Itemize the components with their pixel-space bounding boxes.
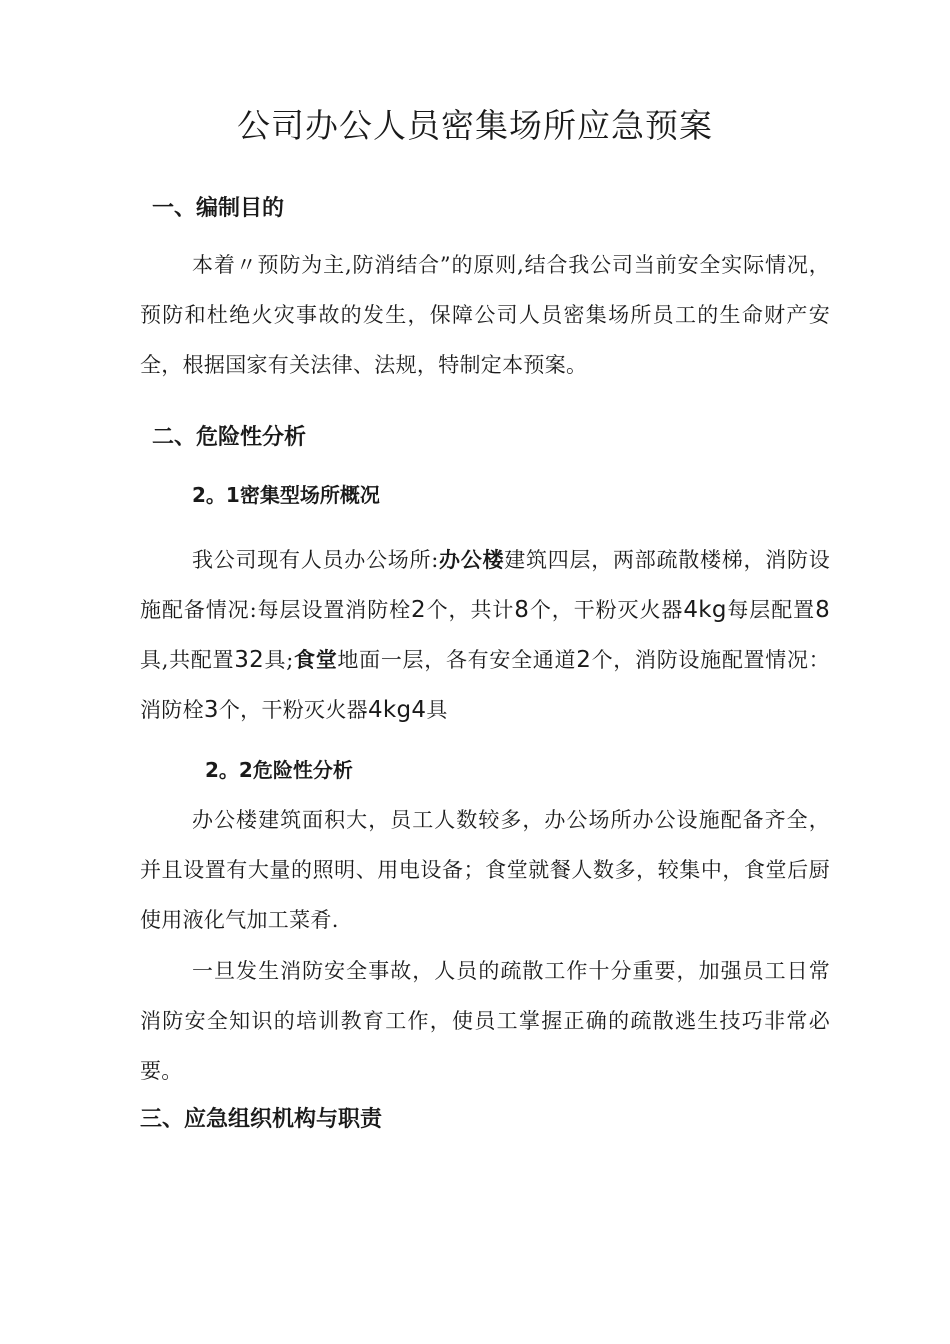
text-run: 建筑四层，两部疏散楼梯，消防设施配备情况:每层设置消防栓 [140, 548, 830, 622]
paragraph-risk-analysis-2: 一旦发生消防安全事故，人员的疏散工作十分重要，加强员工日常消防安全知识的培训教育工作，使员工掌握正确的疏散逃生技巧非常必要。 [140, 959, 830, 1083]
text-run: 个，消防设施配置情况：消防栓 [140, 648, 830, 722]
bold-canteen: 食堂 [293, 648, 338, 672]
section-heading-purpose: 一、编制目的 [152, 196, 285, 221]
number-hydrants-total: 8 [514, 597, 530, 623]
number-extinguishers-total: 32 [234, 647, 265, 673]
paragraph-risk-analysis-1: 办公楼建筑面积大，员工人数较多，办公场所办公设施配备齐全，并且设置有大量的照明、用电设备；食堂就餐人数多，较集中，食堂后厨使用液化气加工菜肴. [140, 808, 830, 932]
text-run: 具,共配置 [140, 648, 235, 672]
bold-office-building: 办公楼 [438, 548, 505, 572]
document-title: 公司办公人员密集场所应急预案 [237, 106, 713, 145]
text-run: 个，干粉灭火器 [529, 598, 684, 622]
number-hydrants-per-floor: 2 [411, 597, 426, 623]
text-run: 个，共计 [425, 598, 515, 622]
text-run: 地面一层，各有安全通道 [337, 648, 577, 672]
number-extinguishers-per-floor: 8 [815, 597, 831, 623]
section-heading-emergency-organization: 三、应急组织机构与职责 [140, 1107, 383, 1132]
number-extinguisher-spec: 4kg [683, 597, 727, 623]
text-run: 每层配置 [726, 598, 816, 622]
text-run: 个，干粉灭火器 [218, 698, 368, 722]
section-heading-risk-analysis: 二、危险性分析 [152, 425, 307, 450]
subsection-heading-site-overview: 2。1密集型场所概况 [192, 483, 380, 507]
paragraph-purpose: 本着〃预防为主,防消结合”的原则,结合我公司当前安全实际情况，预防和杜绝火灾事故的发生，保障公司人员密集场所员工的生命财产安全，根据国家有关法律、法规，特制定本预案。 [140, 253, 830, 377]
text-run: 具 [426, 698, 448, 722]
number-safety-exits: 2 [576, 647, 592, 673]
text-run: 具; [264, 648, 294, 672]
text-run: 我公司现有人员办公场所: [192, 548, 439, 572]
number-canteen-extinguishers: 4kg4 [367, 697, 427, 723]
paragraph-site-overview [140, 535, 830, 735]
subsection-heading-risk-analysis: 2。2危险性分析 [205, 758, 353, 782]
number-canteen-hydrants: 3 [203, 697, 219, 723]
